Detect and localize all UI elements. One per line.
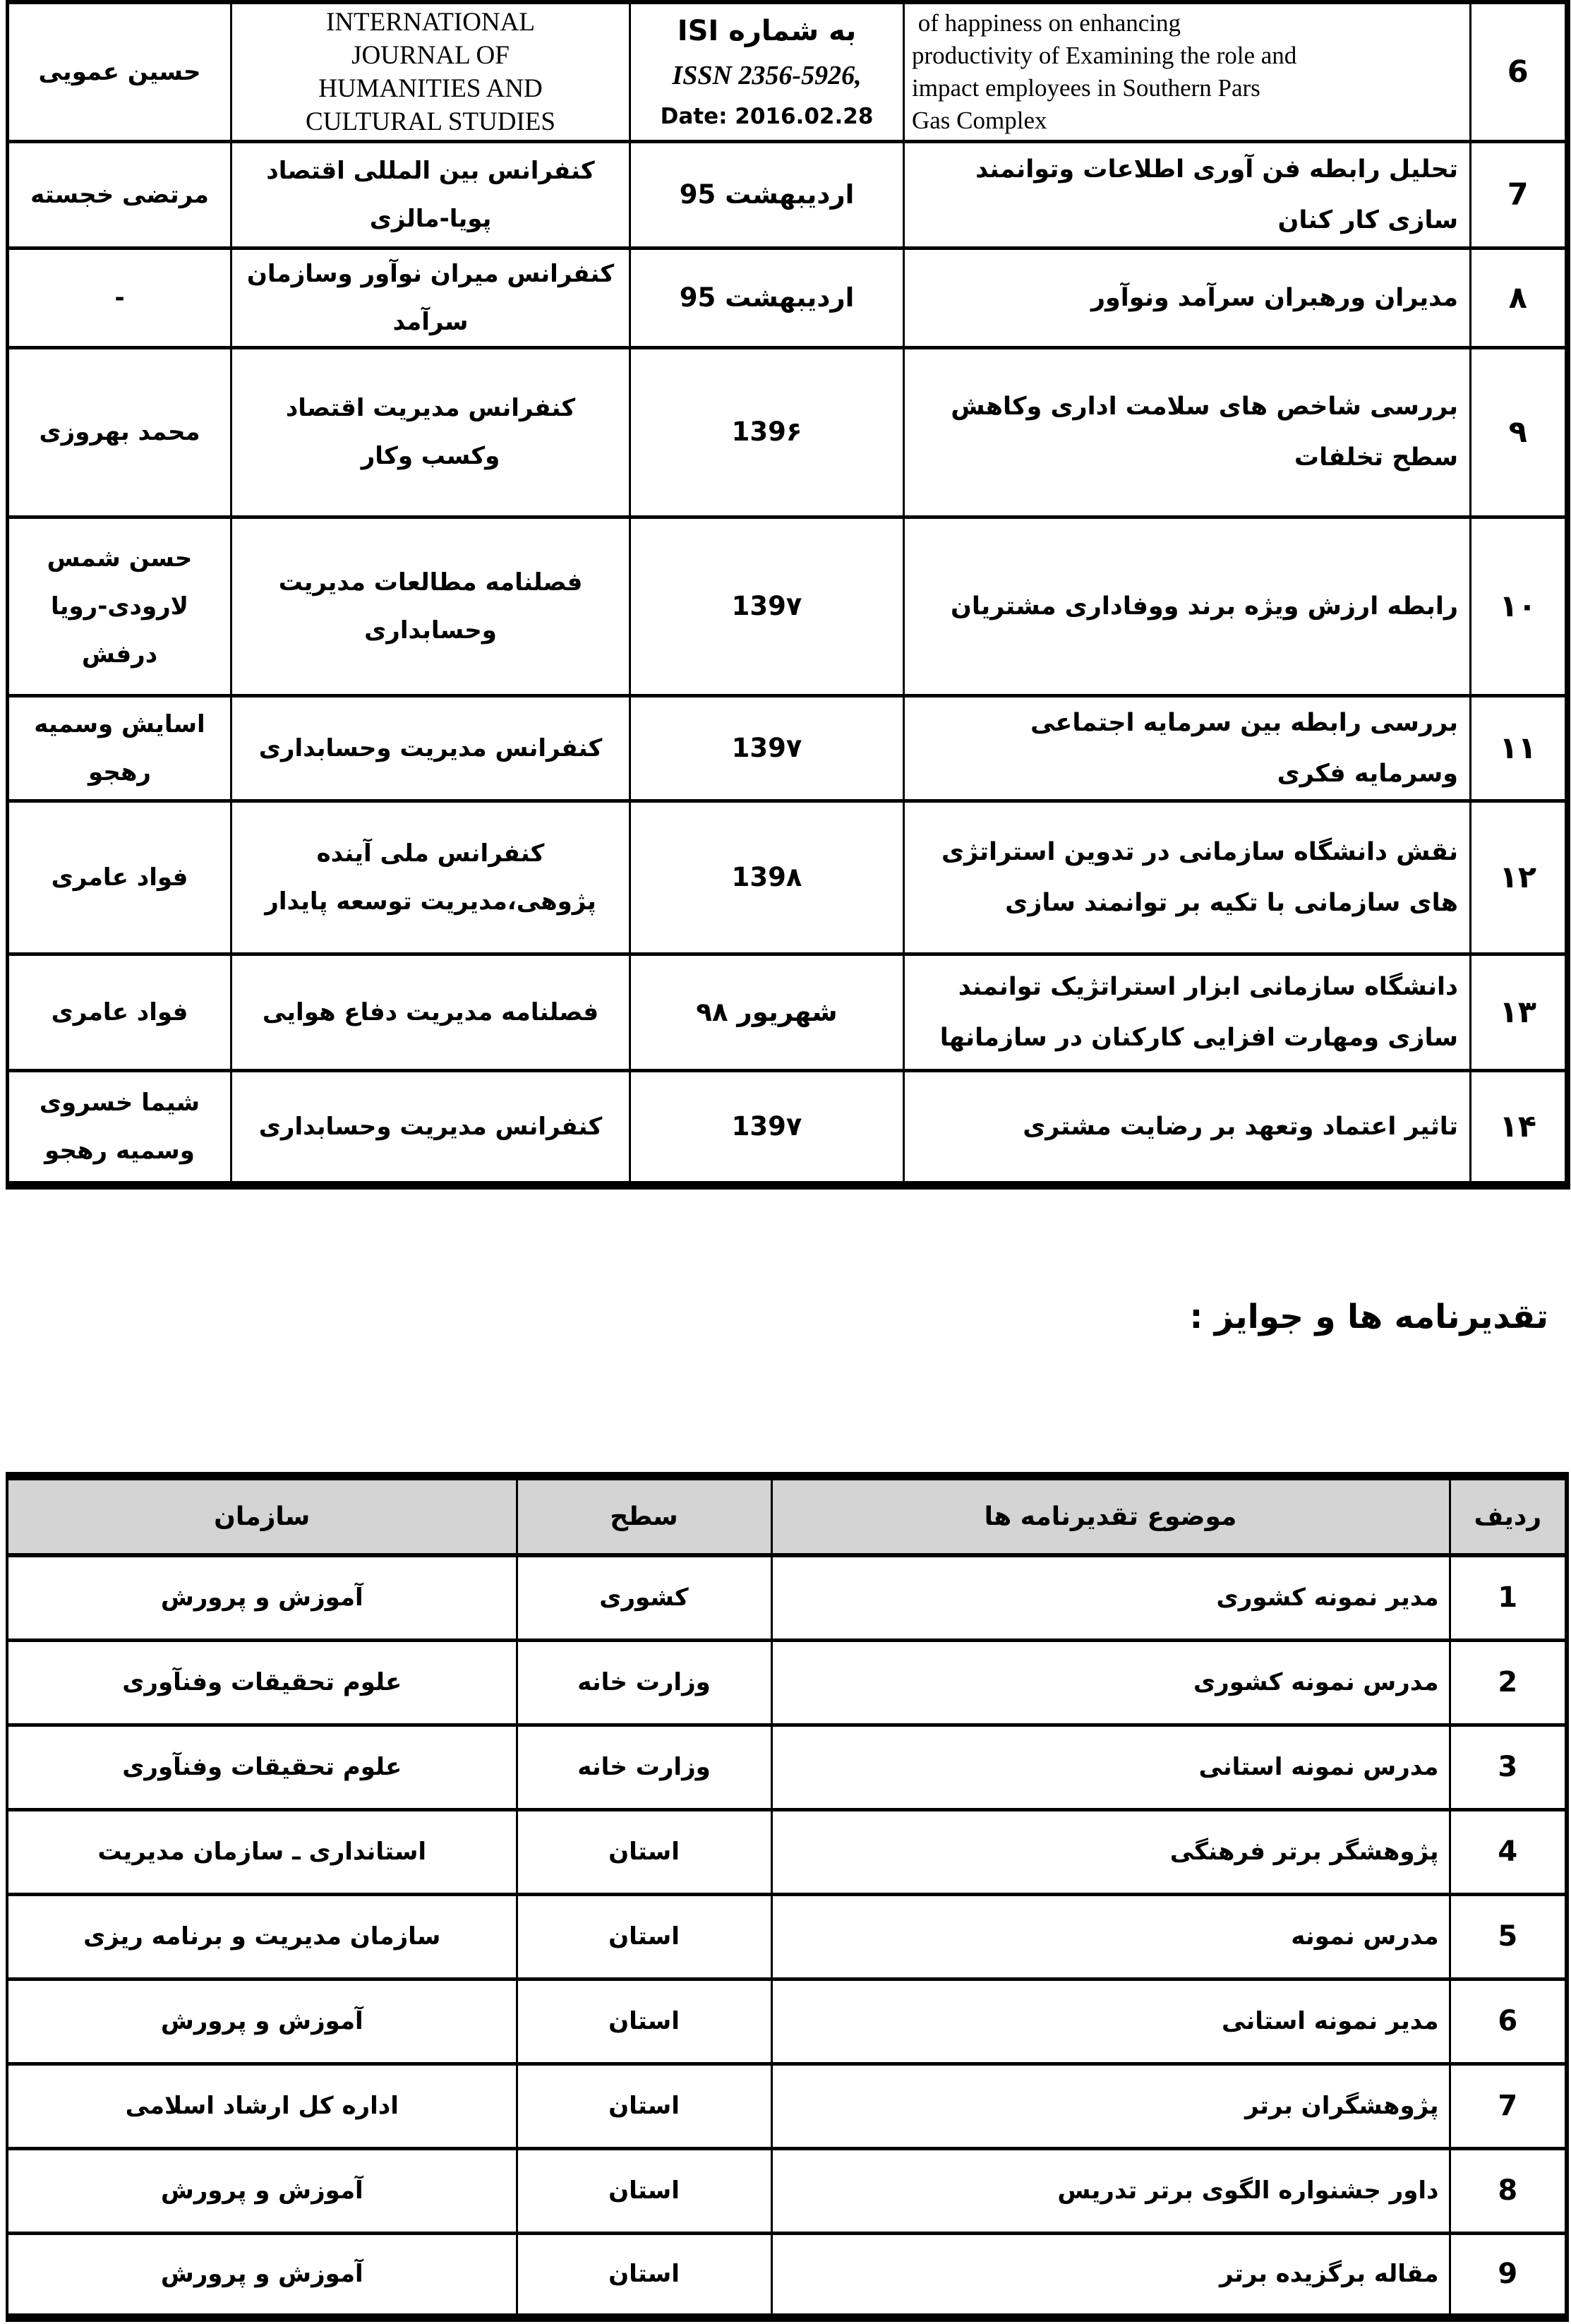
date-line: اردیبهشت 95 (679, 179, 855, 210)
title-line: وسرمایه فکری (1277, 759, 1458, 788)
venue-line: CULTURAL STUDIES (306, 107, 555, 136)
venue-line: پویا-مالزی (369, 204, 492, 233)
title-cell (904, 248, 1471, 347)
date-line: اردیبهشت 95 (679, 282, 855, 313)
subject-cell: مدیر نمونه کشوری (771, 1555, 1450, 1640)
publication-row (8, 695, 1567, 801)
title-line: of happiness on enhancing (912, 8, 1181, 37)
subject-cell: مدرس نمونه کشوری (771, 1640, 1450, 1725)
coauthor-cell (8, 141, 231, 248)
publication-row (8, 347, 1567, 517)
date-line: شهریور ۹۸ (696, 996, 838, 1027)
awards-header-row-number: ردیف (1450, 1476, 1567, 1555)
level-cell: استان (517, 1894, 771, 1979)
organization-cell: علوم تحقیقات وفنآوری (7, 1725, 517, 1809)
row-number-cell: ۱۰ (1471, 517, 1567, 695)
award-row (7, 1979, 1567, 2064)
coauthor-cell (8, 2, 231, 141)
organization-cell: آموزش و پرورش (7, 1555, 517, 1640)
date-line: Date: 2016.02.28 (660, 103, 874, 129)
venue-cell (231, 517, 630, 695)
level-cell: کشوری (517, 1555, 771, 1640)
title-line: سازی کار کنان (1277, 205, 1458, 234)
venue-line: کنفرانس مدیریت اقتصاد (285, 394, 576, 422)
award-row (7, 1809, 1567, 1894)
venue-line: وحسابداری (364, 616, 497, 645)
title-line: مدیران ورهبران سرآمد ونوآور (1090, 283, 1458, 312)
award-row (7, 2064, 1567, 2148)
coauthor-line: حسین عمویی (38, 57, 201, 86)
venue-line: HUMANITIES AND (318, 73, 543, 103)
awards-table (6, 1472, 1569, 2322)
date-cell (630, 517, 904, 695)
venue-cell (231, 954, 630, 1070)
title-cell (904, 347, 1471, 517)
venue-line: فصلنامه مطالعات مدیریت (278, 568, 583, 597)
date-cell (630, 141, 904, 248)
coauthor-line: فواد عامری (51, 863, 188, 892)
coauthor-line: رهجو (88, 757, 151, 786)
date-cell (630, 2, 904, 141)
coauthor-cell (8, 954, 231, 1070)
row-number-cell: 8 (1450, 2148, 1567, 2233)
venue-line: فصلنامه مدیریت دفاع هوایی (262, 998, 599, 1026)
coauthor-line: - (114, 283, 125, 312)
title-cell (904, 141, 1471, 248)
publications-table-body (8, 2, 1567, 1185)
row-number-cell: ۱۲ (1471, 801, 1567, 954)
coauthor-line: حسن شمس (47, 544, 193, 573)
title-line: های سازمانی با تکیه بر توانمند سازی (1005, 888, 1458, 917)
date-line: 139۸ (731, 861, 802, 892)
publication-row (8, 2, 1567, 141)
venue-line: وکسب وکار (361, 442, 500, 470)
venue-line: کنفرانس مدیریت وحسابداری (258, 1112, 603, 1141)
title-line: بررسی شاخص های سلامت اداری وکاهش (951, 393, 1458, 421)
level-cell: استان (517, 2148, 771, 2233)
row-number-cell: 3 (1450, 1725, 1567, 1809)
coauthor-line: فواد عامری (51, 998, 188, 1026)
subject-cell: پژوهشگر برتر فرهنگی (771, 1809, 1450, 1894)
row-number-cell: 7 (1471, 141, 1567, 248)
organization-cell: استانداری ـ سازمان مدیریت (7, 1809, 517, 1894)
awards-header-organization: سازمان (7, 1476, 517, 1555)
publication-row (8, 248, 1567, 347)
venue-line: کنفرانس مدیریت وحسابداری (258, 733, 603, 762)
venue-cell (231, 695, 630, 801)
coauthor-line: مرتضی خجسته (30, 180, 209, 209)
title-cell (904, 2, 1471, 141)
coauthor-cell (8, 517, 231, 695)
row-number-cell: ۹ (1471, 347, 1567, 517)
date-cell (630, 695, 904, 801)
row-number-cell: ۱۳ (1471, 954, 1567, 1070)
row-number-cell: 4 (1450, 1809, 1567, 1894)
level-cell: وزارت خانه (517, 1640, 771, 1725)
publication-row (8, 517, 1567, 695)
awards-section-heading: تقدیرنامه ها و جوایز : (1189, 1298, 1548, 1336)
row-number-cell: 6 (1471, 2, 1567, 141)
title-line: دانشگاه سازمانی ابزار استراتژیک توانمند (958, 972, 1458, 1001)
row-number-cell: ۱۴ (1471, 1070, 1567, 1185)
row-number-cell: 6 (1450, 1979, 1567, 2064)
venue-line: کنفرانس بین المللی اقتصاد (266, 156, 595, 185)
coauthor-line: لارودی-رویا (51, 592, 188, 621)
date-cell (630, 347, 904, 517)
award-row (7, 1725, 1567, 1809)
title-line: سطح تخلفات (1294, 443, 1458, 472)
date-line: 139۷ (731, 1110, 802, 1142)
awards-header-level: سطح (517, 1476, 771, 1555)
coauthor-cell (8, 801, 231, 954)
venue-line: کنفرانس ملی آینده (316, 839, 545, 868)
date-cell (630, 801, 904, 954)
organization-cell: آموزش و پرورش (7, 1979, 517, 2064)
title-line: نقش دانشگاه سازمانی در تدوین استراتژی (941, 837, 1458, 866)
venue-cell (231, 801, 630, 954)
subject-cell: مدیر نمونه استانی (771, 1979, 1450, 2064)
level-cell: استان (517, 2233, 771, 2318)
row-number-cell: ۱۱ (1471, 695, 1567, 801)
organization-cell: آموزش و پرورش (7, 2233, 517, 2318)
venue-cell (231, 248, 630, 347)
award-row (7, 2233, 1567, 2318)
title-cell (904, 1070, 1471, 1185)
level-cell: استان (517, 1979, 771, 2064)
award-row (7, 1640, 1567, 1725)
subject-cell: مدرس نمونه (771, 1894, 1450, 1979)
row-number-cell: ۸ (1471, 248, 1567, 347)
date-cell (630, 1070, 904, 1185)
award-row (7, 1894, 1567, 1979)
title-cell (904, 801, 1471, 954)
coauthor-cell (8, 695, 231, 801)
venue-line: کنفرانس میران نوآور وسازمان (246, 259, 615, 288)
organization-cell: سازمان مدیریت و برنامه ریزی (7, 1894, 517, 1979)
awards-header-row (7, 1476, 1567, 1555)
venue-line: INTERNATIONAL (326, 7, 535, 37)
venue-line: پژوهی،مدیریت توسعه پایدار (265, 887, 596, 916)
awards-table-body (7, 1555, 1567, 2318)
venue-line: سرآمد (392, 307, 469, 336)
row-number-cell: 9 (1450, 2233, 1567, 2318)
title-line: impact employees in Southern Pars (912, 73, 1260, 102)
title-line: productivity of Examining the role and (912, 41, 1297, 69)
title-cell (904, 954, 1471, 1070)
date-line: ISSN 2356-5926, (672, 60, 862, 90)
venue-cell (231, 347, 630, 517)
coauthor-line: وسمیه رهجو (44, 1136, 195, 1165)
coauthor-cell (8, 1070, 231, 1185)
subject-cell: داور جشنواره الگوی برتر تدریس (771, 2148, 1450, 2233)
level-cell: وزارت خانه (517, 1725, 771, 1809)
coauthor-cell (8, 248, 231, 347)
date-line: 139۷ (731, 590, 802, 621)
venue-cell (231, 1070, 630, 1185)
subject-cell: مدرس نمونه استانی (771, 1725, 1450, 1809)
title-cell (904, 517, 1471, 695)
subject-cell: پژوهشگران برتر (771, 2064, 1450, 2148)
row-number-cell: 5 (1450, 1894, 1567, 1979)
date-line: 139۶ (731, 417, 802, 447)
date-cell (630, 954, 904, 1070)
title-line: رابطه ارزش ویژه برند ووفاداری مشتریان (951, 592, 1458, 621)
level-cell: استان (517, 2064, 771, 2148)
date-cell (630, 248, 904, 347)
date-line: 139۷ (731, 732, 802, 763)
row-number-cell: 7 (1450, 2064, 1567, 2148)
title-line: بررسی رابطه بین سرمایه اجتماعی (1030, 708, 1458, 737)
organization-cell: علوم تحقیقات وفنآوری (7, 1640, 517, 1725)
row-number-cell: 1 (1450, 1555, 1567, 1640)
publication-row (8, 801, 1567, 954)
coauthor-line: محمد بهروزی (39, 418, 200, 446)
organization-cell: اداره کل ارشاد اسلامی (7, 2064, 517, 2148)
title-line: تحلیل رابطه فن آوری اطلاعات وتوانمند (975, 155, 1458, 184)
row-number-cell: 2 (1450, 1640, 1567, 1725)
venue-cell (231, 141, 630, 248)
award-row (7, 2148, 1567, 2233)
coauthor-line: شیما خسروی (39, 1088, 200, 1117)
award-row (7, 1555, 1567, 1640)
publication-row (8, 141, 1567, 248)
title-line: Gas Complex (912, 106, 1047, 134)
title-line: تاثیر اعتماد وتعهد بر رضایت مشتری (1023, 1112, 1458, 1141)
publication-row (8, 1070, 1567, 1185)
venue-cell (231, 2, 630, 141)
title-cell (904, 695, 1471, 801)
organization-cell: آموزش و پرورش (7, 2148, 517, 2233)
awards-header-subject: موضوع تقدیرنامه ها (771, 1476, 1450, 1555)
level-cell: استان (517, 1809, 771, 1894)
coauthor-line: اسایش وسمیه (34, 709, 205, 738)
publications-table (6, 0, 1570, 1190)
title-line: سازی ومهارت افزایی کارکنان در سازمانها (939, 1023, 1458, 1052)
date-line: به شماره ISI (677, 14, 857, 47)
subject-cell: مقاله برگزیده برتر (771, 2233, 1450, 2318)
coauthor-cell (8, 347, 231, 517)
venue-line: JOURNAL OF (351, 40, 510, 70)
coauthor-line: درفش (81, 640, 158, 669)
publication-row (8, 954, 1567, 1070)
